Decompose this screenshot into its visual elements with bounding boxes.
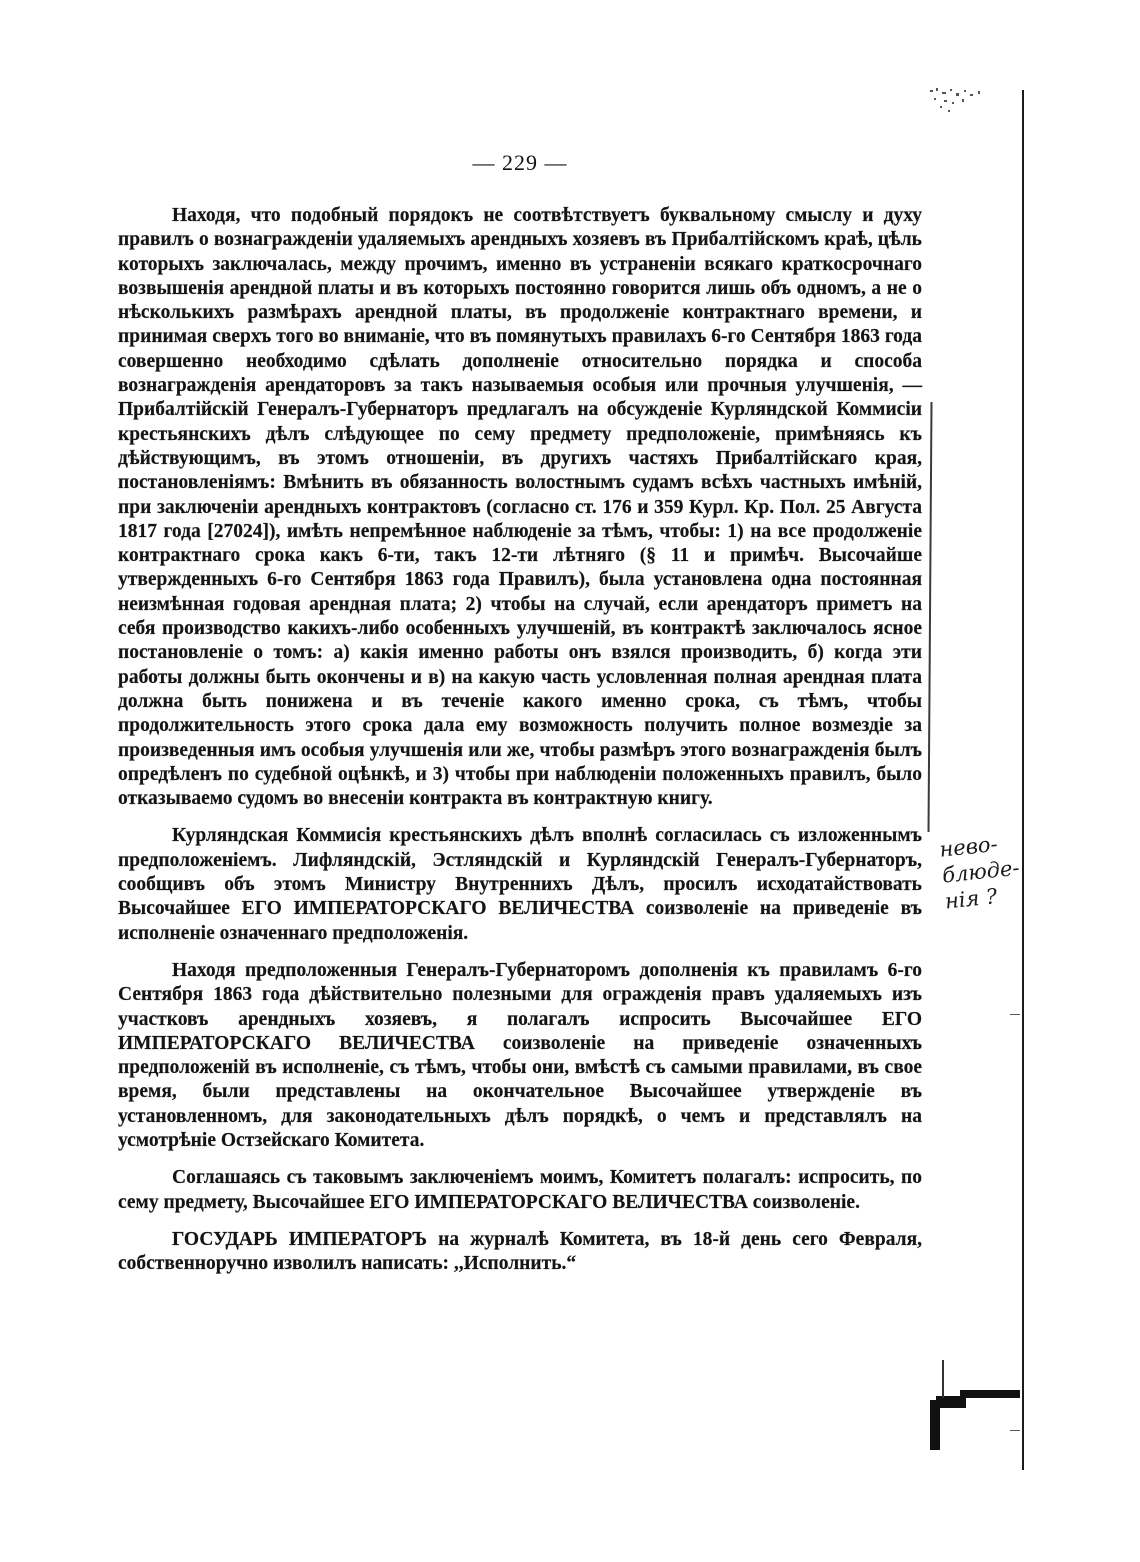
scan-edge-line [1022, 90, 1024, 1470]
margin-note-line: блюде- [940, 855, 1021, 888]
margin-pencil-line [927, 402, 932, 832]
scan-bracket-mark [930, 1360, 1030, 1450]
paragraph-4: Соглашаясь съ таковымъ заключеніемъ моимъ, Комитетъ полагалъ: испросить, по сему предмету, Высочайшее ЕГО ИМПЕРАТОРСКАГО ВЕЛИЧЕСТВА соизволеніе. [118, 1167, 922, 1213]
margin-tick [1010, 1430, 1020, 1431]
paragraph-5: ГОСУДАРЬ ИМПЕРАТОРЪ на журналѣ Комитета, въ 18-й день сего Февраля, собственноручно изволилъ написать: ,,Исполнить.“ [118, 1228, 922, 1275]
page-number: — 229 — [472, 150, 568, 175]
paragraph-1: Находя, что подобный порядокъ не соотвѣтствуетъ буквальному смыслу и духу правилъ о вознагражденіи удаляемыхъ арендныхъ хозяевъ въ Прибалтійскомъ краѣ, цѣль которыхъ заключалась, между прочимъ, именно въ устраненіи всякаго краткосрочнаго возвышенія арендной платы и въ которыхъ постоянно говорится лишь объ одномъ, а не о нѣсколькихъ размѣрахъ арендной платы, въ продолженіе контрактнаго времени, и принимая сверхъ того во вниманіе, что въ помянутыхъ правилахъ 6-го Сентября 1863 года совершенно необходимо сдѣлать дополненіе относительно порядка и способа вознагражденія арендаторовъ за такъ называемыя особыя или прочныя улучшенія, — Прибалтійскій Генералъ-Губернаторъ предлагалъ на обсужденіе Курляндской Коммисіи крестьянскихъ дѣлъ слѣдующее по сему предмету предположеніе, примѣняясь къ дѣйствующимъ, въ этомъ отношеніи, въ другихъ частяхъ Прибалтійскаго края, постановленіямъ: Вмѣнить въ обязанность волостнымъ судамъ всѣхъ частныхъ имѣній, при заключеніи арендныхъ контрактовъ (согласно ст. 176 и 359 Курл. Кр. Пол. 25 Августа 1817 года [27024]), имѣть непремѣнное наблюденіе за тѣмъ, чтобы: 1) на все продолженіе контрактнаго срока какъ 6-ти, такъ 12-ти лѣтняго (§ 11 и примѣч. Высочайше утвержденныхъ 6-го Сентября 1863 года Правилъ), была установлена одна постоянная неизмѣнная годовая арендная плата; 2) чтобы на случай, если арендаторъ приметъ на себя производство какихъ-либо особенныхъ улучшеній, въ контрактѣ заключалось ясное постановленіе о томъ: а) какія именно работы онъ взялся производить, б) когда эти работы должны быть окончены и в) на какую часть условленная полная арендная плата должна быть понижена и въ теченіе какого именно срока, съ тѣмъ, чтобы продолжительность этого срока дала ему возможность получить полное возмездіе за произведенныя имъ особыя улучшенія или же, чтобы размѣръ этого вознагражденія былъ опредѣленъ по судебной оцѣнкѣ, и 3) чтобы при наблюденіи положенныхъ правилъ, было отказываемо судомъ во внесеніи контракта въ контрактную книгу. [118, 205, 922, 810]
margin-note-line: нія ? [943, 884, 999, 914]
margin-tick [1010, 1014, 1020, 1015]
body-text [118, 204, 922, 1276]
paragraph-2: Курляндская Коммисія крестьянскихъ дѣлъ вполнѣ согласилась съ изложеннымъ предположеніемъ. Лифляндскій, Эстляндскій и Курляндскій Генералъ-Губернаторъ, сообщивъ объ этомъ Министру Внутреннихъ Дѣлъ, просилъ исходатайствовать Высочайшее ЕГО ИМПЕРАТОРСКАГО ВЕЛИЧЕСТВА соизволеніе на приведеніе въ исполненіе означеннаго предположенія. [118, 825, 922, 944]
scan-noise-top [922, 84, 1022, 124]
paragraph-3: Находя предположенныя Генералъ-Губернаторомъ дополненія къ правиламъ 6-го Сентября 1863 года дѣйствительно полезными для огражденія правъ удаляемыхъ изъ участковъ арендныхъ хозяевъ, я полагалъ испросить Высочайшее ЕГО ИМПЕРАТОРСКАГО ВЕЛИЧЕСТВА соизволеніе на приведеніе означенныхъ предположеній въ исполненіе, съ тѣмъ, чтобы они, вмѣстѣ съ самыми правилами, въ свое время, были представлены на окончательное Высочайшее утвержденіе въ установленномъ, для законодательныхъ дѣлъ порядкѣ, о чемъ и представлялъ на усмотрѣніе Остзейскаго Комитета. [118, 959, 922, 1151]
margin-note-line: нево- [938, 831, 999, 862]
